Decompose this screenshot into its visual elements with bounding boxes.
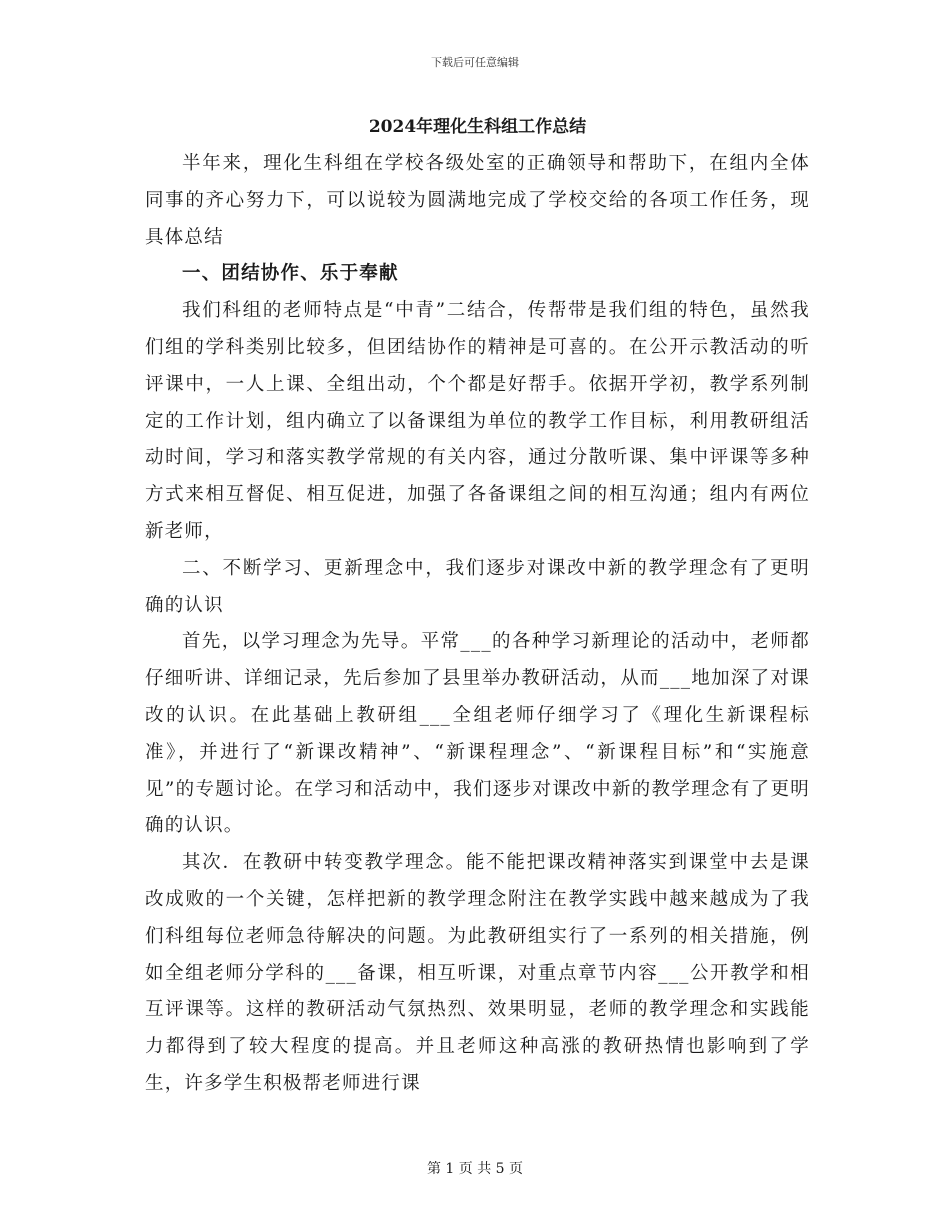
document-title: 2024年理化生科组工作总结: [368, 117, 587, 137]
page-number: 第 1 页 共 5 页: [426, 1161, 524, 1177]
section-heading-2: 二、不断学习、更新理念中，我们逐步对课改中新的教学理念有了更明确的认识: [145, 557, 810, 616]
document-body: [145, 112, 810, 1103]
section-heading-1: 一、团结协作、乐于奉献: [182, 263, 399, 285]
section-1-paragraph: 我们科组的老师特点是“中青”二结合，传帮带是我们组的特色，虽然我们组的学科类别比较多，但团结协作的精神是可喜的。在公开示教活动的听评课中，一人上课、全组出动，个个都是好帮手。依据开学初，教学系列制定的工作计划，组内确立了以备课组为单位的教学工作目标，利用教研组活动时间，学习和落实教学常规的有关内容，通过分散听课、集中评课等多种方式来相互督促、相互促进，加强了各备课组之间的相互沟通；组内有两位新老师，: [145, 300, 810, 542]
section-2-paragraph-2: 其次．在教研中转变教学理念。能不能把课改精神落实到课堂中去是课改成败的一个关键，怎样把新的教学理念附注在教学实践中越来越成为了我们科组每位老师急待解决的问题。为此教研组实行了一系列的相关措施，例如全组老师分学科的___备课，相互听课，对重点章节内容___公开教学和相互评课等。这样的教研活动气氛热烈、效果明显，老师的教学理念和实践能力都得到了较大程度的提高。并且老师这种高涨的教研热情也影响到了学生，许多学生积极帮老师进行课: [145, 852, 810, 1094]
section-2-paragraph-1: 首先，以学习理念为先导。平常___的各种学习新理论的活动中，老师都仔细听讲、详细记录，先后参加了县里举办教研活动，从而___地加深了对课改的认识。在此基础上教研组___全组老师仔细学习了《理化生新课程标准》，并进行了“新课改精神”、“新课程理念”、“新课程目标”和“实施意见”的专题讨论。在学习和活动中，我们逐步对课改中新的教学理念有了更明确的认识。: [145, 631, 810, 837]
page-header-note: 下载后可任意编辑: [431, 56, 519, 69]
intro-paragraph: 半年来，理化生科组在学校各级处室的正确领导和帮助下，在组内全体同事的齐心努力下，可以说较为圆满地完成了学校交给的各项工作任务，现具体总结: [145, 153, 810, 248]
